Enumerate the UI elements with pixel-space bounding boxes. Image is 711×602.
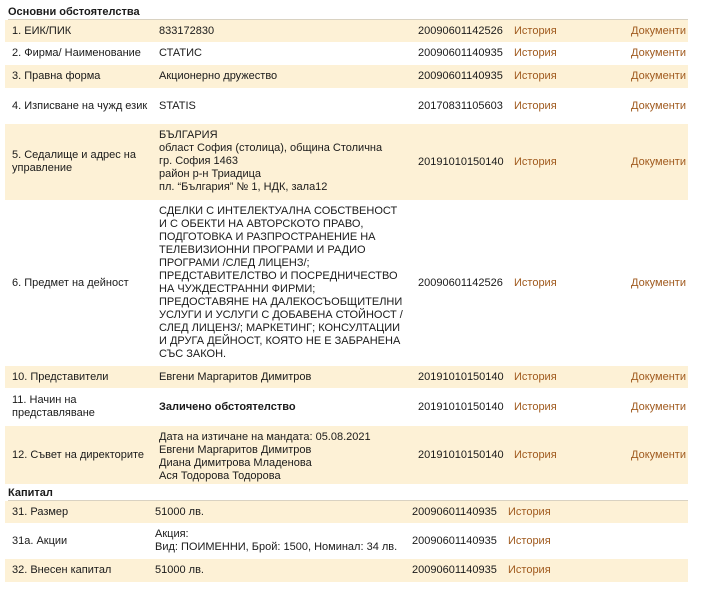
table-row [5,501,688,523]
documents-link[interactable]: Документи [631,400,686,413]
row-label: 11. Начин на представляване [12,394,95,419]
table-row [5,559,688,582]
row-value: Акционерно дружество [159,70,278,82]
history-link[interactable]: История [514,24,557,37]
row-value: БЪЛГАРИЯ област София (столица), община Столична гр. София 1463 район р-н Триадица пл. “България” № 1, НДК, зала12 [159,129,383,193]
section-title-main: Основни обстоятелства [8,6,688,20]
row-value: Заличено обстоятелство [159,400,296,413]
row-label: 1. ЕИК/ПИК [12,24,72,37]
row-entry-number: 20191010150140 [418,370,504,383]
row-entry-number: 20090601140935 [412,505,497,518]
row-value: 51000 лв. [155,505,204,518]
row-entry-number: 20090601142526 [418,276,503,289]
row-entry-number: 20191010150140 [418,155,504,168]
table-row [5,200,688,366]
row-label: 32. Внесен капитал [12,564,112,576]
table-row [5,124,688,200]
table-row [5,388,688,426]
row-label: 2. Фирма/ Наименование [12,47,141,59]
section-title-capital: Капитал [8,487,688,501]
documents-link[interactable]: Документи [631,370,686,383]
row-value: STATIS [159,99,196,112]
row-entry-number: 20090601140935 [412,564,497,576]
row-label: 3. Правна форма [12,70,101,82]
history-link[interactable]: История [514,276,557,289]
row-value: 833172830 [159,24,215,37]
history-link[interactable]: История [514,155,557,168]
documents-link[interactable]: Документи [631,24,686,37]
row-value: 51000 лв. [155,564,204,576]
table-row [5,426,688,484]
row-entry-number: 20090601140935 [412,534,497,547]
row-label: 31а. Акции [12,534,68,547]
row-entry-number: 20191010150140 [418,448,504,461]
history-link[interactable]: История [514,99,557,112]
row-label: 5. Седалище и адрес на управление [12,149,136,174]
documents-link[interactable]: Документи [631,155,686,168]
row-value: СДЕЛКИ С ИНТЕЛЕКТУАЛНА СОБСТВЕНОСТ И С ОБЕКТИ НА АВТОРСКОТО ПРАВО, ПОДГОТОВКА И РАЗПРОСТРАНЕНИЕ НА ТЕЛЕВИЗИОННИ ПРОГРАМИ И РАДИО ПРОГРАМИ /СЛЕД ЛИЦЕНЗ/; ПРЕДСТАВИТЕЛСТВО И ПОСРЕДНИЧЕСТВО НА ЧУЖДЕСТРАННИ ФИРМИ; ПРЕДОСТАВЯНЕ НА ДАЛЕКОСЪОБЩИТЕЛНИ УСЛУГИ И УСЛУГИ С ДОБАВЕНА СТОЙНОСТ / СЛЕД ЛИЦЕНЗ/; МАРКЕТИНГ; КОНСУЛТАЦИИ И ДРУГА ДЕЙНОСТ, КОЯТО НЕ Е ЗАБРАНЕНА СЪС ЗАКОН. [159,205,403,360]
row-value: Евгени Маргаритов Димитров [159,370,312,383]
table-row [5,88,688,124]
row-entry-number: 20191010150140 [418,400,504,413]
table-row [5,366,688,388]
history-link[interactable]: История [514,400,557,413]
history-link[interactable]: История [508,564,551,576]
row-label: 31. Размер [12,505,69,518]
history-link[interactable]: История [514,47,557,59]
history-link[interactable]: История [514,448,557,461]
table-row [5,65,688,88]
row-value: Дата на изтичане на мандата: 05.08.2021 Евгени Маргаритов Димитров Диана Димитрова Младенова Ася Тодорова Тодорова [159,431,371,482]
table-row [5,20,688,42]
history-link[interactable]: История [508,505,551,518]
row-label: 10. Представители [12,370,109,383]
row-entry-number: 20090601140935 [418,70,503,82]
documents-link[interactable]: Документи [631,70,686,82]
table-row [5,42,688,65]
documents-link[interactable]: Документи [631,47,686,59]
row-label: 12. Съвет на директорите [12,448,145,461]
history-link[interactable]: История [514,70,557,82]
row-entry-number: 20170831105603 [418,99,503,112]
history-link[interactable]: История [514,370,557,383]
row-label: 6. Предмет на дейност [12,276,129,289]
history-link[interactable]: История [508,534,551,547]
documents-link[interactable]: Документи [631,99,686,112]
row-entry-number: 20090601140935 [418,47,503,59]
row-label: 4. Изписване на чужд език [12,99,148,112]
documents-link[interactable]: Документи [631,448,686,461]
documents-link[interactable]: Документи [631,276,686,289]
row-value: Акция: Вид: ПОИМЕННИ, Брой: 1500, Номинал: 34 лв. [155,528,398,553]
row-value: СТАТИС [159,47,202,59]
row-entry-number: 20090601142526 [418,24,503,37]
table-row [5,523,688,559]
